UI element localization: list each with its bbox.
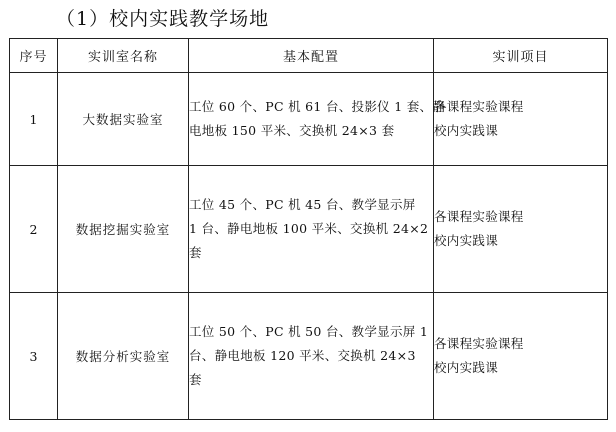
config-line: 套 (189, 372, 202, 387)
config-line: 套 (189, 245, 202, 260)
project-line: 校内实践课 (434, 123, 499, 138)
room-name: 大数据实验室 (58, 73, 189, 166)
config-line: 电地板 150 平米、交换机 24×3 套 (189, 123, 395, 138)
project-line: 各课程实验课程 (434, 209, 524, 224)
project-line: 各课程实验课程 (434, 99, 524, 114)
training-projects (434, 166, 608, 293)
project-line: 校内实践课 (434, 360, 499, 375)
basic-config (189, 293, 434, 420)
row-number: 2 (10, 166, 58, 293)
table-row (10, 293, 608, 420)
table-row (10, 73, 608, 166)
header-training-projects: 实训项目 (434, 39, 608, 73)
header-basic-config: 基本配置 (189, 39, 434, 73)
table-header-row (10, 39, 608, 73)
config-line: 1 台、静电地板 100 平米、交换机 24×2 (189, 221, 429, 236)
section-heading: （1）校内实践教学场地 (56, 8, 270, 30)
basic-config (189, 166, 434, 293)
project-line: 校内实践课 (434, 233, 499, 248)
project-line: 各课程实验课程 (434, 336, 524, 351)
header-room-name: 实训室名称 (58, 39, 189, 73)
table-row (10, 166, 608, 293)
header-number: 序号 (10, 39, 58, 73)
training-room-table (9, 38, 608, 420)
training-projects (434, 293, 608, 420)
config-line: 台、静电地板 120 平米、交换机 24×3 (189, 348, 416, 363)
row-number: 3 (10, 293, 58, 420)
config-line: 工位 50 个、PC 机 50 台、教学显示屏 1 (189, 324, 429, 339)
basic-config (189, 73, 446, 166)
row-number: 1 (10, 73, 58, 166)
config-line: 工位 45 个、PC 机 45 台、教学显示屏 (189, 197, 416, 212)
room-name: 数据挖掘实验室 (58, 166, 189, 293)
config-line: 工位 60 个、PC 机 61 台、投影仪 1 套、静 (189, 99, 446, 114)
room-name: 数据分析实验室 (58, 293, 189, 420)
training-projects (434, 73, 608, 166)
